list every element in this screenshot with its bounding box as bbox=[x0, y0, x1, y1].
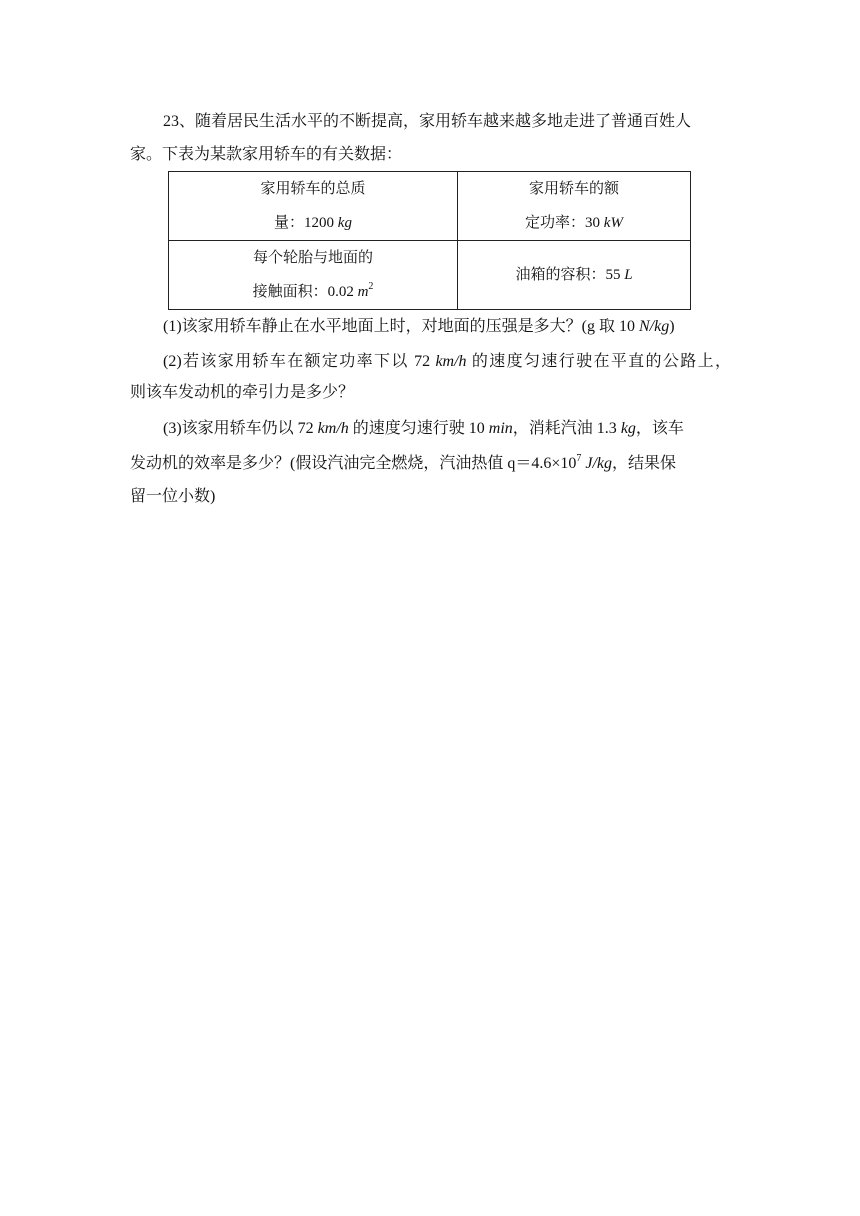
mass-unit: kg bbox=[337, 215, 352, 231]
area-exponent: 2 bbox=[368, 281, 374, 292]
tank-unit: L bbox=[624, 267, 633, 283]
power-value: 30 bbox=[585, 215, 601, 231]
q3-text-d: ，该车 bbox=[635, 420, 684, 437]
q2-text-a: (2)若该家用轿车在额定功率下以 72 bbox=[163, 353, 436, 370]
q2-text-b: 的速度匀速行驶在平直的公路上， bbox=[466, 353, 731, 370]
q2-unit: km/h bbox=[435, 353, 467, 370]
table-row bbox=[169, 172, 691, 241]
area-unit: m bbox=[357, 284, 369, 300]
mass-cell bbox=[169, 172, 458, 241]
mass-value: 1200 bbox=[304, 215, 335, 231]
power-label-line-2 bbox=[458, 206, 690, 240]
area-value: 0.02 bbox=[327, 284, 354, 300]
sub-question-1 bbox=[163, 317, 675, 337]
q3-text-c: ，消耗汽油 1.3 bbox=[512, 420, 621, 437]
q1-end: ) bbox=[669, 318, 675, 335]
tank-label: 油箱的容积： bbox=[515, 267, 606, 283]
q3-unit-heat: J/kg bbox=[585, 455, 613, 472]
q3-text-line-3: 留一位小数) bbox=[130, 488, 216, 505]
q3-unit-mass: kg bbox=[620, 420, 636, 437]
q3-exponent: 7 bbox=[576, 453, 582, 464]
intro-line-1 bbox=[163, 112, 691, 132]
tank-cell bbox=[458, 241, 691, 310]
q3-text-a: (3)该家用轿车仍以 72 bbox=[163, 420, 318, 437]
sub-question-3-line-1 bbox=[163, 419, 684, 439]
area-cell bbox=[169, 241, 458, 310]
mass-label-line-1: 家用轿车的总质 bbox=[260, 181, 366, 197]
car-data-table bbox=[168, 171, 691, 310]
power-label: 定功率： bbox=[525, 215, 586, 231]
q3-text-b: 的速度匀速行驶 10 bbox=[348, 420, 489, 437]
q3-unit-speed: km/h bbox=[317, 420, 349, 437]
sub-question-2-line-2 bbox=[130, 383, 354, 403]
q3-text-line-2a: 发动机的效率是多少？(假设汽油完全燃烧，汽油热值 q＝4.6×10 bbox=[130, 455, 577, 472]
sub-question-3-line-2 bbox=[130, 454, 676, 474]
q1-text: (1)该家用轿车静止在水平地面上时，对地面的压强是多大？(g 取 10 bbox=[163, 318, 639, 335]
area-label-line-1: 每个轮胎与地面的 bbox=[252, 250, 373, 266]
q2-text-line-2: 则该车发动机的牵引力是多少？ bbox=[130, 384, 355, 401]
area-label: 接触面积： bbox=[252, 284, 328, 300]
sub-question-3-line-3 bbox=[130, 487, 215, 507]
table-row bbox=[169, 241, 691, 310]
sub-question-2-line-1 bbox=[163, 352, 731, 372]
intro-line-2 bbox=[130, 145, 402, 165]
intro-text-2: 家。下表为某款家用轿车的有关数据： bbox=[130, 146, 403, 163]
mass-label: 量： bbox=[274, 215, 305, 231]
power-unit: kW bbox=[603, 215, 623, 231]
area-label-line-2 bbox=[169, 275, 457, 309]
q3-unit-time: min bbox=[488, 420, 513, 437]
tank-value: 55 bbox=[605, 267, 621, 283]
tank-line bbox=[458, 258, 690, 292]
intro-text-1: 23、随着居民生活水平的不断提高，家用轿车越来越多地走进了普通百姓人 bbox=[163, 113, 692, 130]
power-cell bbox=[458, 172, 691, 241]
power-label-line-1: 家用轿车的额 bbox=[528, 181, 619, 197]
q3-text-line-2b: ，结果保 bbox=[612, 455, 677, 472]
mass-label-line-2 bbox=[169, 206, 457, 240]
q1-unit: N/kg bbox=[639, 318, 670, 335]
